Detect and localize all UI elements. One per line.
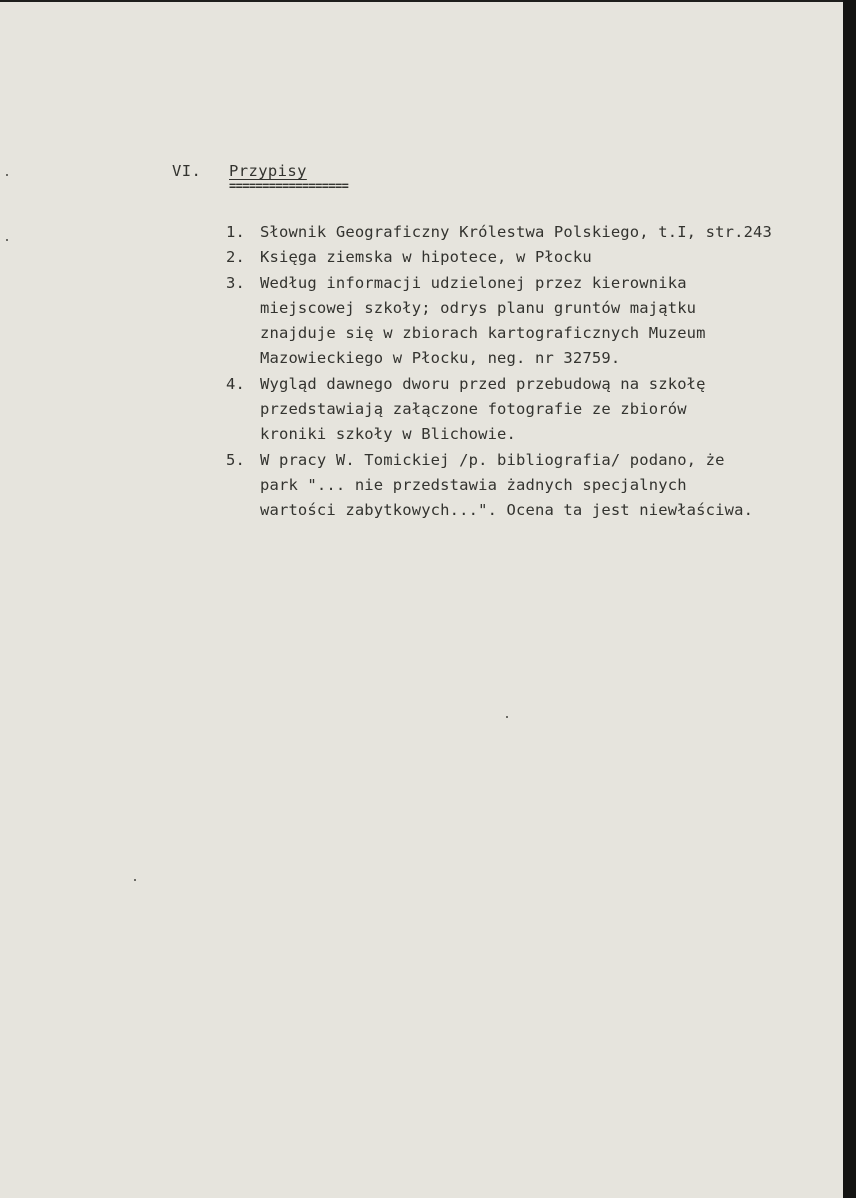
footnote-number: 2. [226, 248, 245, 267]
footnote-text-line: przedstawiają załączone fotografie ze zbiorów [260, 400, 687, 419]
footnote-text-line: park "... nie przedstawia żadnych specjalnych [260, 475, 687, 494]
paper-speck [6, 174, 8, 176]
heading-double-rule: ================== [229, 179, 349, 193]
footnote-text-line: miejscowej szkoły; odrys planu gruntów majątku [260, 298, 697, 317]
footnote-number: 1. [226, 223, 245, 241]
footnote-item [226, 372, 843, 448]
footnote-text-line: W pracy W. Tomickiej /p. bibliografia/ podano, że [260, 450, 725, 469]
footnote-number: 4. [226, 374, 245, 393]
paper-speck [6, 239, 8, 241]
paper-speck [134, 879, 136, 881]
footnotes-list [226, 220, 843, 524]
footnote-item [226, 448, 843, 524]
typewritten-page [0, 2, 843, 1198]
section-heading: Przypisy [229, 162, 307, 180]
footnote-item [226, 220, 843, 245]
footnote-text-line: Księga ziemska w hipotece, w Płocku [260, 248, 592, 267]
scan-right-edge [843, 0, 856, 1198]
footnote-text-line: Według informacji udzielonej przez kierownika [260, 273, 687, 292]
footnote-number: 5. [226, 450, 245, 469]
section-numeral: VI. [172, 162, 202, 180]
footnote-item [226, 245, 843, 270]
footnote-text-line: znajduje się w zbiorach kartograficznych Muzeum [260, 324, 706, 343]
footnote-item [226, 271, 843, 372]
footnote-text-line: kroniki szkoły w Blichowie. [260, 425, 517, 444]
footnote-number: 3. [226, 273, 245, 292]
footnote-text-line: wartości zabytkowych...". Ocena ta jest niewłaściwa. [260, 501, 754, 520]
footnote-text-line: Wygląd dawnego dworu przed przebudową na szkołę [260, 374, 706, 393]
footnote-text-line: Mazowieckiego w Płocku, neg. nr 32759. [260, 349, 621, 368]
paper-speck [506, 716, 508, 718]
footnote-text-line: Słownik Geograficzny Królestwa Polskiego, t.I, str.243 [260, 223, 773, 241]
